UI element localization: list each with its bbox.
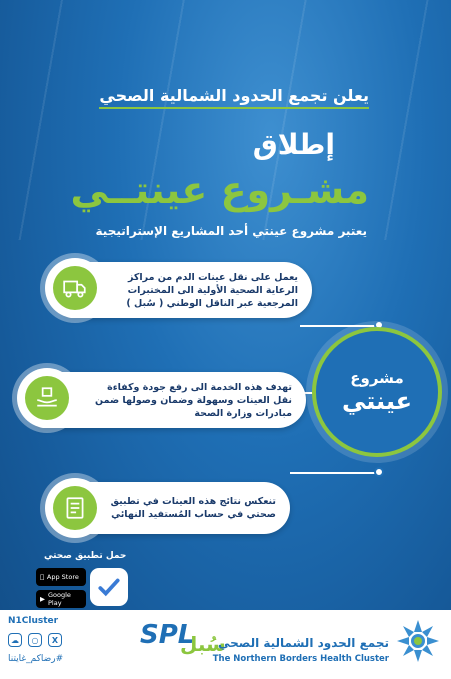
project-description: يعتبر مشروع عينتي أحد المشاريع الإستراتيجية <box>95 224 367 238</box>
sehhaty-app-icon[interactable] <box>90 568 128 606</box>
checkmark-icon <box>96 574 122 600</box>
social-icons <box>8 633 62 647</box>
social-handle: N1Cluster <box>8 616 59 626</box>
org-name-arabic: تجمع الحدود الشمالية الصحي <box>217 636 389 650</box>
app-store-label: App Store <box>43 573 75 581</box>
snapchat-icon[interactable]: ☁ <box>8 633 22 647</box>
project-title: مشـروع عينتــي <box>70 168 369 212</box>
info-card-text: يعمل على نقل عينات الدم من مراكز الرعاية الصحية الأولية الى المختبرات المرجعية عبر الناقل الوطني ( سُبل ) <box>126 271 298 309</box>
google-play-button[interactable] <box>36 590 86 608</box>
cluster-logo-icon <box>395 618 441 664</box>
delivery-truck-icon <box>62 275 88 301</box>
apple-icon <box>40 573 44 581</box>
instagram-icon[interactable]: ○ <box>28 633 42 647</box>
hands-box-icon <box>34 385 60 411</box>
download-app-label: حمل تطبيق صحتي <box>44 551 127 561</box>
results-document-icon <box>62 495 88 521</box>
announcement-title: يعلن تجمع الحدود الشمالية الصحي <box>99 86 369 109</box>
card-icon-circle <box>45 478 105 538</box>
project-hub-circle <box>312 327 442 457</box>
connector-node <box>374 467 384 477</box>
card-icon-circle <box>45 258 105 318</box>
x-icon[interactable]: X <box>48 633 62 647</box>
play-icon: ▶ <box>40 595 45 603</box>
card-icon-circle <box>17 368 77 428</box>
spl-logo-text: SPL <box>140 620 195 650</box>
info-card-text: تهدف هذه الخدمة الى رفع جودة وكفاءة نقل العينات وسهولة وضمان وصولها ضمن مبادرات وزارة الصحة <box>95 381 292 419</box>
info-card-text: تنعكس نتائج هذه العينات في تطبيق صحتي في حساب المُستفيد النهائي <box>110 496 276 520</box>
app-store-button[interactable] <box>36 568 86 586</box>
spl-arabic-text: سُبل <box>180 632 226 656</box>
connector-line <box>290 472 380 474</box>
google-play-label: Google Play <box>48 591 71 607</box>
hashtag: #رضاكم_غايتنا <box>8 654 64 664</box>
hub-line1: مشروع <box>350 369 404 387</box>
launch-heading: إطلاق <box>252 128 335 161</box>
org-name-english: The Northern Borders Health Cluster <box>212 654 389 664</box>
hub-line2: عينتي <box>341 387 413 415</box>
